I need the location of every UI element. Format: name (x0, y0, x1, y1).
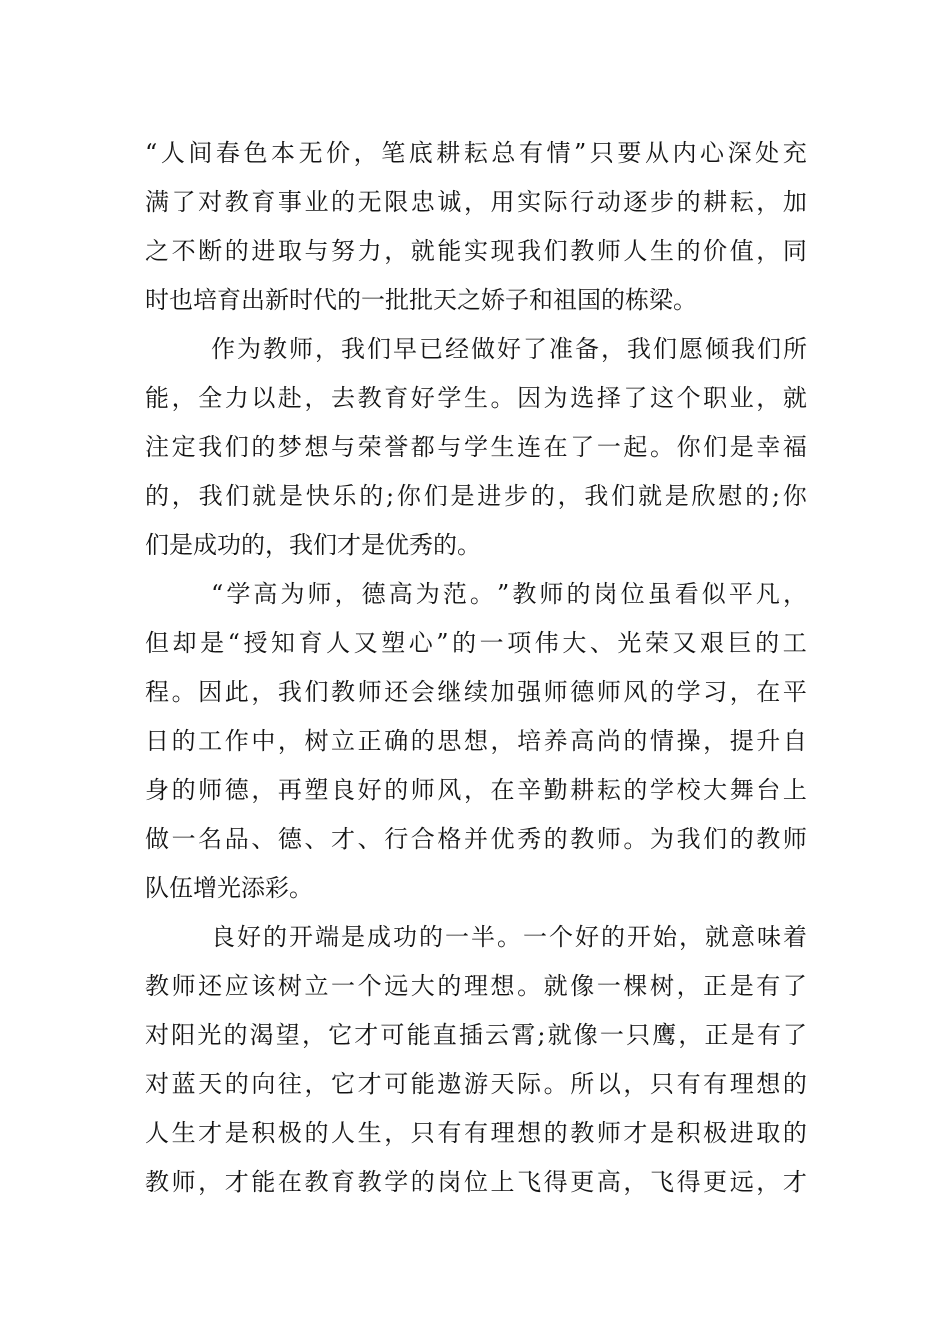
text-line: 人 生 才 是 积 极 的 人 生 ， 只 有 有 理 想 的 教 师 才 是 积 极 进 取 的 (145, 1119, 807, 1147)
paragraph-2 (145, 325, 807, 570)
paragraph-1 (145, 129, 807, 325)
text-line: 程 。 因 此 ， 我 们 教 师 还 会 继 续 加 强 师 德 师 风 的 学 习 ， 在 平 (145, 678, 807, 706)
text-line: 注 定 我 们 的 梦 想 与 荣 誉 都 与 学 生 连 在 了 一 起 。 你 们 是 幸 福 (145, 433, 807, 461)
text-line: 但 却 是 “ 授 知 育 人 又 塑 心 ” 的 一 项 伟 大 、 光 荣 又 艰 巨 的 工 (145, 629, 807, 657)
text-line: 对 蓝 天 的 向 往 ， 它 才 可 能 遨 游 天 际 。 所 以 ， 只 有 有 理 想 的 (145, 1070, 807, 1098)
text-line: 教 师 ， 才 能 在 教 育 教 学 的 岗 位 上 飞 得 更 高 ， 飞 得 更 远 ， 才 (145, 1168, 807, 1196)
text-line: 时也培育出新时代的一批批天之娇子和祖国的栋梁。 (145, 286, 697, 314)
text-line: 身 的 师 德 ， 再 塑 良 好 的 师 风 ， 在 辛 勤 耕 耘 的 学 校 大 舞 台 上 (145, 776, 807, 804)
text-line: 作 为 教 师 ， 我 们 早 已 经 做 好 了 准 备 ， 我 们 愿 倾 我 们 所 (211, 335, 807, 363)
text-line: “ 学 高 为 师 ， 德 高 为 范 。 ” 教 师 的 岗 位 虽 看 似 平 凡 ， (211, 580, 807, 608)
text-line: 良 好 的 开 端 是 成 功 的 一 半 。 一 个 好 的 开 始 ， 就 意 味 着 (211, 923, 807, 951)
paragraph-4 (145, 913, 807, 1207)
document-body (145, 129, 807, 1207)
text-line: 能 ， 全 力 以 赴 ， 去 教 育 好 学 生 。 因 为 选 择 了 这 个 职 业 ， 就 (145, 384, 807, 412)
text-line: 满 了 对 教 育 事 业 的 无 限 忠 诚 ， 用 实 际 行 动 逐 步 的 耕 耘 ， 加 (145, 188, 807, 216)
text-line: 日 的 工 作 中 ， 树 立 正 确 的 思 想 ， 培 养 高 尚 的 情 操 ， 提 升 自 (145, 727, 807, 755)
text-line: 之 不 断 的 进 取 与 努 力 ， 就 能 实 现 我 们 教 师 人 生 的 价 值 ， 同 (145, 237, 807, 265)
text-line: 们是成功的，我们才是优秀的。 (145, 531, 481, 559)
text-line: “ 人 间 春 色 本 无 价 ， 笔 底 耕 耘 总 有 情 ” 只 要 从 内 心 深 处 充 (145, 139, 807, 167)
text-line: 做 一 名 品 、 德 、 才 、 行 合 格 并 优 秀 的 教 师 。 为 我 们 的 教 师 (145, 825, 807, 853)
text-line: 对 阳 光 的 渴 望 ， 它 才 可 能 直 插 云 霄 ; 就 像 一 只 鹰 ， 正 是 有 了 (145, 1021, 807, 1049)
text-line: 的 ， 我 们 就 是 快 乐 的 ; 你 们 是 进 步 的 ， 我 们 就 是 欣 慰 的 ; 你 (145, 482, 807, 510)
text-line: 队伍增光添彩。 (145, 874, 313, 902)
text-line: 教 师 还 应 该 树 立 一 个 远 大 的 理 想 。 就 像 一 棵 树 ， 正 是 有 了 (145, 972, 807, 1000)
paragraph-3 (145, 570, 807, 913)
